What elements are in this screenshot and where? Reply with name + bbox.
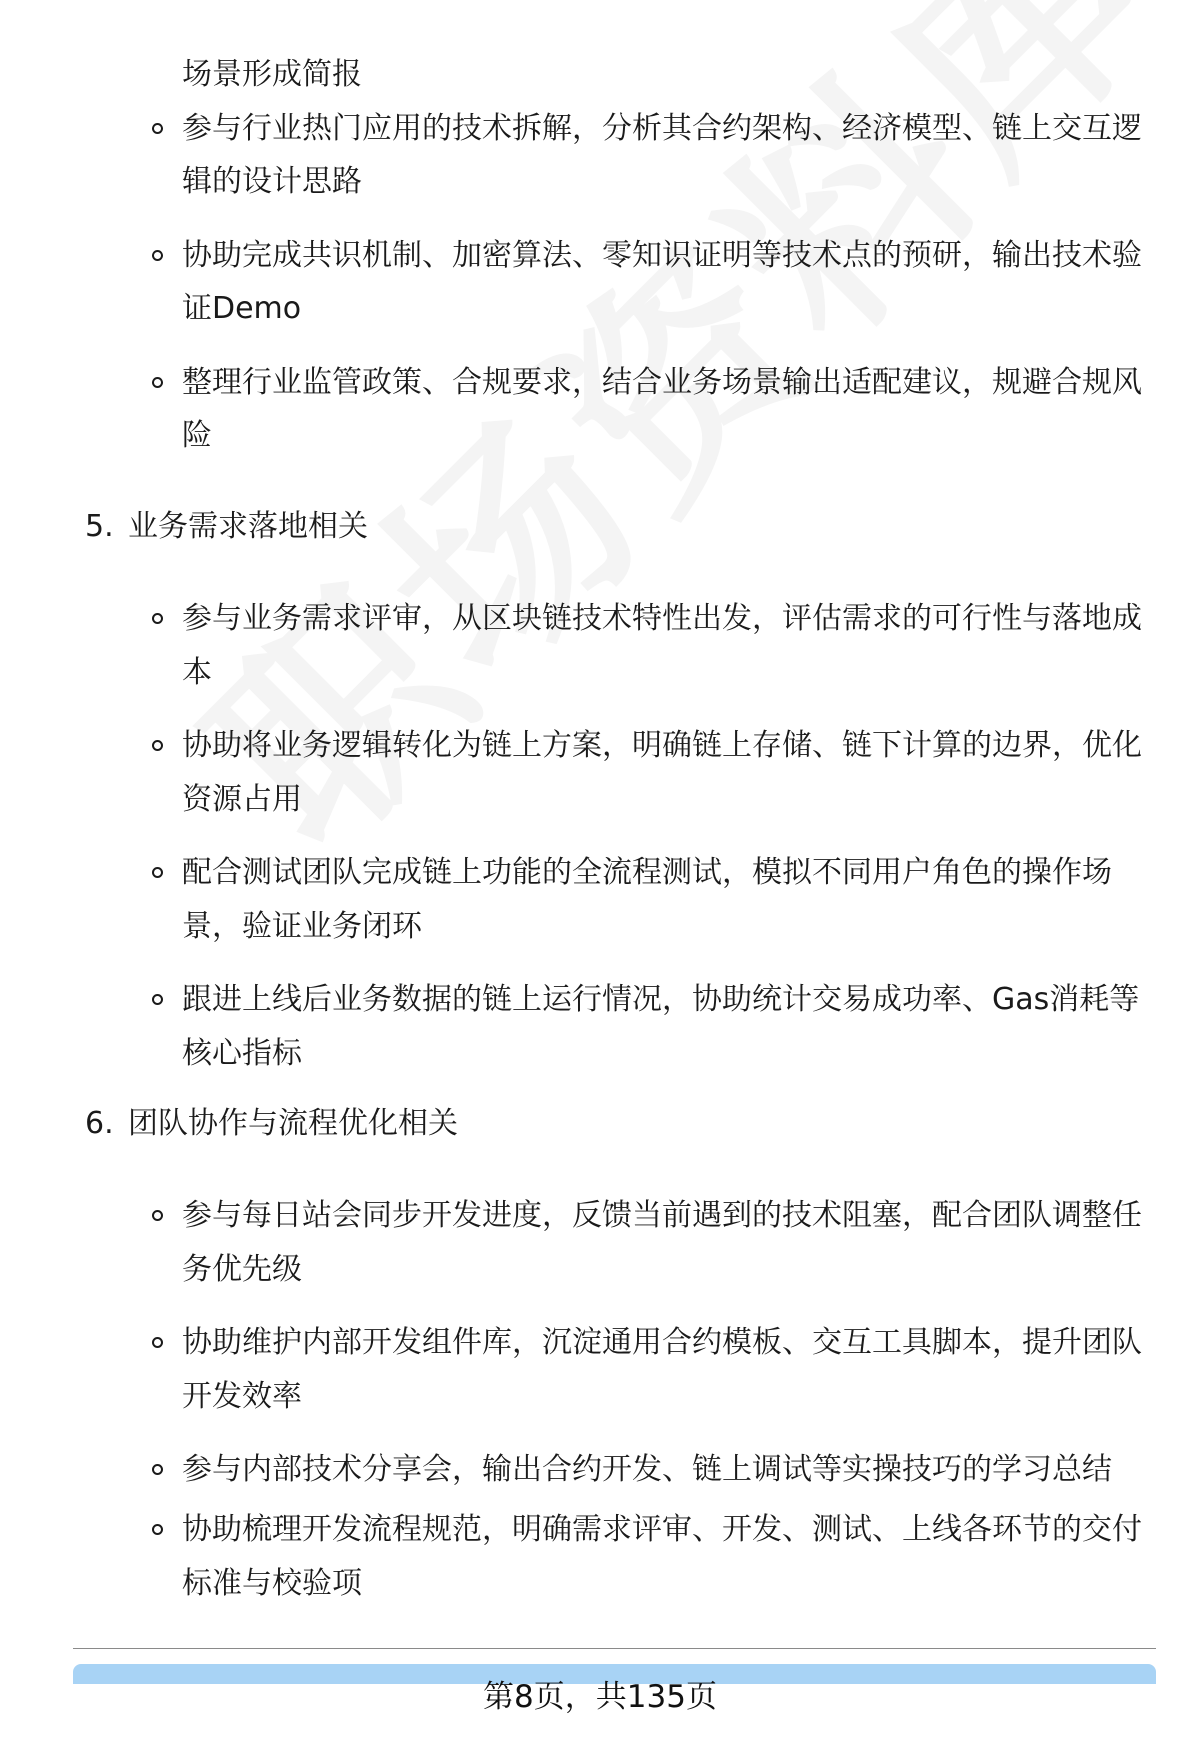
page-number: 第8页，共135页: [483, 1679, 717, 1715]
list-item-text: 标准与校验项: [182, 1566, 362, 1601]
footer-divider: [73, 1648, 1156, 1649]
list-item-text: 参与业务需求评审，从区块链技术特性出发，评估需求的可行性与落地成: [182, 601, 1142, 636]
list-item-text: 协助梳理开发流程规范，明确需求评审、开发、测试、上线各环节的交付: [182, 1512, 1142, 1547]
section-number: 6.: [85, 1106, 114, 1141]
list-item-text: 参与每日站会同步开发进度，反馈当前遇到的技术阻塞，配合团队调整任: [182, 1198, 1142, 1233]
list-item-text: 配合测试团队完成链上功能的全流程测试，模拟不同用户角色的操作场: [182, 855, 1112, 890]
list-item-text: 核心指标: [182, 1036, 302, 1071]
section-heading: 团队协作与流程优化相关: [128, 1106, 458, 1141]
bullet-icon: [152, 994, 163, 1005]
bullet-icon: [152, 1210, 163, 1221]
list-item-text: 协助维护内部开发组件库，沉淀通用合约模板、交互工具脚本，提升团队: [182, 1325, 1142, 1360]
list-item-text: 险: [182, 418, 212, 453]
bullet-icon: [152, 1464, 163, 1475]
list-item-text: 本: [182, 655, 212, 690]
list-item-text: 协助将业务逻辑转化为链上方案，明确链上存储、链下计算的边界，优化: [182, 728, 1142, 763]
bullet-icon: [152, 867, 163, 878]
continued-text: 场景形成简报: [182, 57, 362, 92]
section-heading: 业务需求落地相关: [128, 509, 368, 544]
list-item-text: 协助完成共识机制、加密算法、零知识证明等技术点的预研，输出技术验: [182, 238, 1142, 273]
section-number: 5.: [85, 509, 114, 544]
bullet-icon: [152, 740, 163, 751]
list-item-text: 证Demo: [182, 291, 302, 326]
bullet-icon: [152, 250, 163, 261]
list-item-text: 景，验证业务闭环: [182, 909, 422, 944]
bullet-icon: [152, 1524, 163, 1535]
bullet-icon: [152, 1337, 163, 1348]
bullet-icon: [152, 613, 163, 624]
list-item-text: 参与内部技术分享会，输出合约开发、链上调试等实操技巧的学习总结: [182, 1452, 1112, 1487]
list-item-text: 辑的设计思路: [182, 164, 362, 199]
bullet-icon: [152, 377, 163, 388]
list-item-text: 资源占用: [182, 782, 302, 817]
list-item-text: 开发效率: [182, 1379, 302, 1414]
bullet-icon: [152, 123, 163, 134]
list-item-text: 整理行业监管政策、合规要求，结合业务场景输出适配建议，规避合规风: [182, 365, 1142, 400]
list-item-text: 参与行业热门应用的技术拆解，分析其合约架构、经济模型、链上交互逻: [182, 111, 1142, 146]
list-item-text: 务优先级: [182, 1252, 302, 1287]
list-item-text: 跟进上线后业务数据的链上运行情况，协助统计交易成功率、Gas消耗等: [182, 982, 1140, 1017]
